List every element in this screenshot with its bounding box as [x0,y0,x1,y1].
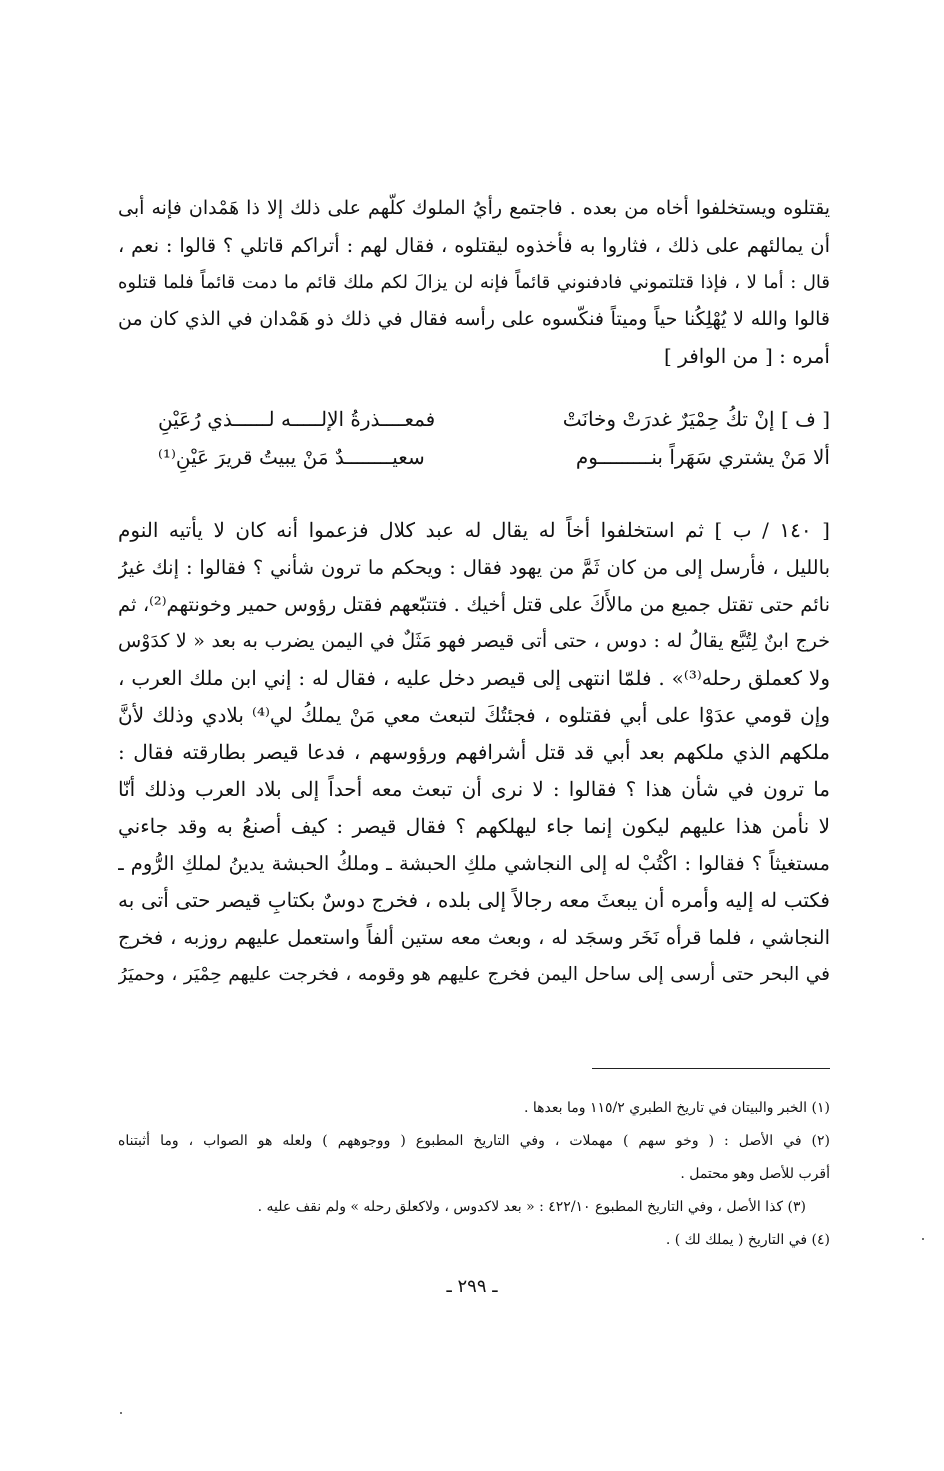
poem-verse [148,400,830,438]
paragraph-2 [118,512,830,993]
text-line: [ ١٤٠ / ب ] ثم استخلفوا أخاً له يقال له عبد كلال فزعموا أنه كان لا يأتيه النوم [118,518,830,542]
text-line: أن يمالئهم على ذلك ، فثاروا به فأخذوه ليقتلوه ، فقال لهم : أتراكم قاتلي ؟ قالوا : نعم ، [118,234,830,257]
verse-second-hemistich: فمعــــذرةُ الإلـــــه لــــــذي رُعَيْنِ [158,407,436,431]
scan-speck [120,1412,122,1414]
verse-second-hemistich: سعيــــــــدٌ مَنْ يبيتُ قريرَ عَيْنِ⁽¹⁾ [158,445,425,469]
footnotes [118,1092,830,1257]
verse-first-hemistich: ألا مَنْ يشتري سَهَراً بنـــــــــوم [575,445,830,469]
text-line: أمره : [ من الوافر ] [664,344,830,368]
paragraph-1 [118,190,830,375]
footnote-2: (٢) في الأصل : ( وخو سهم ) مهملات ، وفي التاريخ المطبوع ( ووجوههم ) ولعله هو الصواب ، وما أثبتناه [118,1133,830,1149]
footnote-4: (٤) في التاريخ ( يملك لك ) . [665,1232,830,1248]
text-line: مستغيثاً ؟ فقالوا : اكْتُبْ له إلى النجاشي ملكِ الحبشة ـ وملكُ الحبشة يدينُ لملكِ الرُّوم ـ [118,852,830,875]
text-line: ملكهم الذي ملكهم بعد أبي قد قتل أشرافهم ورؤوسهم ، فدعا قيصر بطارقته فقال : [118,740,830,764]
footnote-3: (٣) كذا الأصل ، وفي التاريخ المطبوع ٤٢٢/١٠ : « بعد لاكدوس ، ولاكعلق رحله » ولم نقف عليه . [257,1199,806,1215]
text-line: يقتلوه ويستخلفوا أخاه من بعده . فاجتمع رأيُ الملوك كلّهم على ذلك إلا ذا هَمْدان فإنه أبى [118,197,830,219]
verse-first-hemistich: [ ف ] إنْ تكُ حِمْيَرٌ غدرَتْ وخانَتْ [562,407,830,431]
footnote-2-continued: أقرب للأصل وهو محتمل . [680,1166,830,1182]
footnote-separator [592,1068,830,1069]
text-line: في البحر حتى أرسى إلى ساحل اليمن فخرج عليهم هو وقومه ، فخرجت عليهم حِمْيَر ، وحميَرُ [118,964,830,985]
text-line: ولا كعملق رحله⁽³⁾» . فلمّا انتهى إلى قيصر دخل عليه ، فقال له : إني ابن ملك العرب ، [118,666,830,690]
text-line: فكتب له إليه وأمره أن يبعثَ معه رجالاً إلى بلده ، فخرج دوسٌ بكتابِ قيصر حتى أتى به [118,888,830,912]
text-line: النجاشي ، فلما قرأه نَخَر وسجَد له ، وبعث معه ستين ألفاً واستعمل عليهم روزبه ، فخرج [118,926,830,949]
poem [148,400,830,476]
page-number [420,1276,524,1297]
footnote-1: (١) الخبر والبيتان في تاريخ الطبري ١١٥/٢ وما بعدها . [524,1100,830,1116]
scan-speck [922,1238,924,1240]
text-line: ما ترون في شأن هذا ؟ فقالوا : لا نرى أن تبعث معه أحداً إلى بلاد العرب وذلك أنّا [118,777,830,801]
poem-verse [148,438,830,476]
page-number-text: ـ ٢٩٩ ـ [446,1276,498,1297]
text-line: بالليل ، فأرسل إلى من كان ثَمَّ من يهود فقال : ويحكم ما ترون شأني ؟ فقالوا : إنك غيرُ [118,556,830,579]
text-line: وإن قومي عدَوْا على أبي فقتلوه ، فجئتُكَ لتبعث معي مَنْ يملكُ لي⁽⁴⁾ بلادي وذلك لأنَّ [118,703,830,727]
text-line: نائم حتى تقتل جميع من مالأَكَ على قتل أخيك . فتتبّعهم فقتل رؤوس حمير وخونتهم⁽²⁾، ثم [118,593,830,616]
text-line: لا نأمن هذا عليهم ليكون إنما جاء ليهلكهم ؟ فقال قيصر : كيف أصنعُ به وقد جاءني [118,814,830,838]
text-line: قال : أما لا ، فإذا قتلتموني فادفنوني قائماً فإنه لن يزالَ لكم ملك قائم ما دمت قائماً فلما قتلوه [118,272,830,293]
text-line: خرج ابنٌ لِتُبَّع يقالُ له : دوس ، حتى أتى قيصر فهو مَثَلٌ في اليمن يضرب به بعد « لا كدَوْس [118,630,830,652]
text-line: قالوا والله لا يُهْلِكُنا حياً وميتاً فنكّسوه على رأسه فقال في ذلك ذو هَمْدان في الذي كان من [118,308,830,330]
